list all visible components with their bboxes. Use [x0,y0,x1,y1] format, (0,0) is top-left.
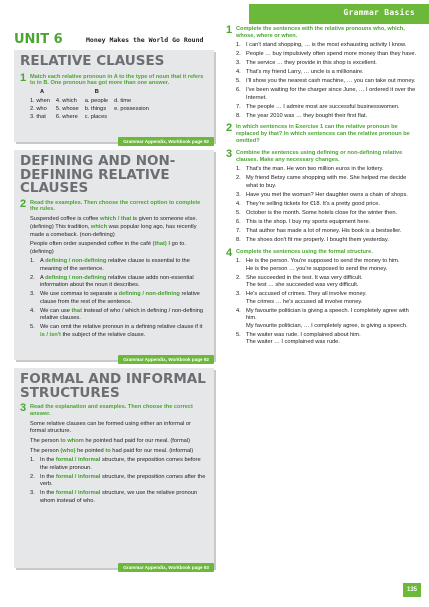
relative-clauses-box [14,50,214,142]
list-item: 2. My friend Betsy came shopping with me. She helped me decide what to buy. [236,175,407,189]
rules-list [30,457,208,505]
match-cell: a. people [84,97,109,104]
exercise-3 [226,150,418,244]
match-cell: 2. who [30,105,47,112]
match-cell: e. possession [114,105,149,112]
exercise-number: 3 [226,148,233,161]
example-paragraph: Suspended coffee is coffee which / that is given to someone else. (defining) This tradition, which was popular long ago, has recently made a comeback. (non-defining) [30,216,198,238]
unit-title: UNIT 6 [14,32,63,47]
exercise-number: 4 [226,247,233,260]
match-cell: c. places [84,113,108,120]
rule-item: 5. We can omit the relative pronoun in a defining relative clause if it is / isn't the subject of the relative clause. [30,324,203,338]
list-item: 3. The service … they provide in this shop is excellent. [236,60,377,66]
list-item: 3. Have you met the woman? Her daughter owns a chain of shops. [236,191,408,198]
list-item: 3. He's accused of crimes. They all involve money. The crimes … he's accused all involve money. [236,291,367,305]
rules-list [30,258,208,339]
rule-item: 3. In the formal / informal structure, we use the relative pronoun whom instead of who. [30,490,198,504]
exercise-instruction: Match each relative pronoun in A to the type of noun that it refers to in B. One pronoun has got more than one answer. [30,73,204,87]
rule-item: 4. We can use that instead of who / which in defining / non-defining relative clauses. [30,307,204,322]
list-item: 7. That author has made a lot of money. His book is a bestseller. [236,227,402,234]
list-item: 5. The waiter was rude. I complained about him. The waiter … I complained was rude. [236,331,361,346]
list-item: 8. The shoes don't fit me properly. I bought them yesterday. [236,236,389,243]
list-item: 2. She succeeded in the test. It was very difficult. The test … she succeeded was very difficult. [236,274,363,289]
list-item: 1. He is the person. You're supposed to send the money to him. He is the person … you're supposed to send the money. [236,258,400,272]
section-heading: RELATIVE CLAUSES [20,53,165,69]
exercise-list [236,258,418,347]
match-table [30,89,155,122]
unit-subtitle: Money Makes the World Go Round [86,36,204,44]
list-item: 5. I'll show you the nearest cash machine, … you can take out money. [236,78,416,85]
section-heading: DEFINING AND NON-DEFINING RELATIVE CLAUSES [20,153,176,196]
example-paragraph: The person to whom he pointed had paid for our meal. (formal) [30,438,191,444]
column-a-header: A [40,89,45,96]
match-cell: 3. that [30,113,46,120]
exercise-number: 1 [20,71,27,84]
example-paragraph: People often order suspended coffee in the café (that) I go to. (defining) [30,241,186,255]
exercise-4 [226,249,418,347]
list-item: 8. The year 2010 was … they bought their first flat. [236,112,368,119]
rule-item: 3. We use commas to separate a defining / non-defining relative clause from the rest of the sentence. [30,291,200,305]
match-cell: 6. where [55,113,78,120]
list-item: 4. They're selling tickets for €18. It's a pretty good price. [236,200,380,207]
grammar-appendix-ref: Grammar Appendix, Workbook page 92 [118,355,214,364]
header-label: Grammar Basics [343,8,415,17]
grammar-appendix-ref: Grammar Appendix, Workbook page 92 [118,137,214,146]
right-column [226,24,418,348]
exercise-instruction: Complete the sentences with the relative pronouns who, which, whose, where or when. [236,26,405,39]
list-item: 7. The people … I admire most are successful businesswomen. [236,103,400,110]
match-cell: 5. whose [55,105,79,112]
list-item: 1. I can't stand shopping, … is the most exhausting activity I know. [236,41,407,48]
list-item: 1. That's the man. He won two million euros in the lottery. [236,166,384,173]
rule-item: 1. In the formal / informal structure, the preposition comes before the relative pronoun. [30,457,201,471]
intro-text: Some relative clauses can be formed using either an informal or formal structure. [30,420,191,435]
formal-structures-box [14,368,214,568]
exercise-instruction: In which sentences in Exercise 1 can the relative pronoun be replaced by that? In which sentences can the relative pronoun be omitted? [236,124,410,145]
match-cell [114,114,155,122]
exercise-number: 1 [226,24,233,36]
exercise-instruction: Read the examples. Then choose the correct option to complete the rules. [30,199,201,213]
list-item: 6. This is the shop. I buy my sports equipment here. [236,218,371,225]
exercise-list [236,42,418,120]
grammar-appendix-ref: Grammar Appendix, Workbook page 93 [118,563,214,572]
exercise-1 [226,26,418,120]
exercise-2 [226,124,418,145]
list-item: 5. October is the month. Some hotels close for the winter then. [236,209,398,216]
exercise-number: 2 [20,197,27,210]
defining-clauses-box [14,150,214,360]
section-heading: FORMAL AND INFORMAL STRUCTURES [20,371,206,401]
rule-item: 1. A defining / non-defining relative clause is essential to the meaning of the sentence. [30,258,190,272]
match-cell: 4. which [55,97,77,104]
list-item: 4. My favourite politician is giving a speech. I completely agree with him. My favourite politician, … I completely agree, is giving a speech. [236,307,409,329]
list-item: 2. People … buy impulsively often spend more money than they have. [236,50,417,57]
exercise-number: 2 [226,122,233,135]
header-bar [0,0,429,24]
match-cell: d. time [114,97,132,104]
exercise-instruction: Complete the sentences using the formal structure. [236,249,373,256]
rule-item: 2. A defining / non-defining relative clause adds non-essential information about the noun it describes. [30,274,194,289]
exercise-instruction: Read the explanation and examples. Then choose the correct answer. [30,404,193,417]
page-number: 135 [403,583,421,597]
rule-item: 2. In the formal / informal structure, the preposition comes after the verb. [30,473,206,488]
list-item: 6. I've been waiting for the charger since June, … I ordered it over the Internet. [236,87,416,101]
exercise-number: 3 [20,402,27,414]
exercise-list [236,166,418,244]
column-b-header: B [94,89,99,96]
exercise-instruction: Combine the sentences using defining or non-defining relative clauses. Make any necessary changes. [236,150,403,164]
list-item: 4. That's my friend Larry, … uncle is a millionaire. [236,69,364,76]
match-cell: b. things [84,105,107,112]
match-cell: 1. when [30,97,50,104]
example-paragraph: The person (who) he pointed to had paid for our meal. (informal) [30,447,194,454]
